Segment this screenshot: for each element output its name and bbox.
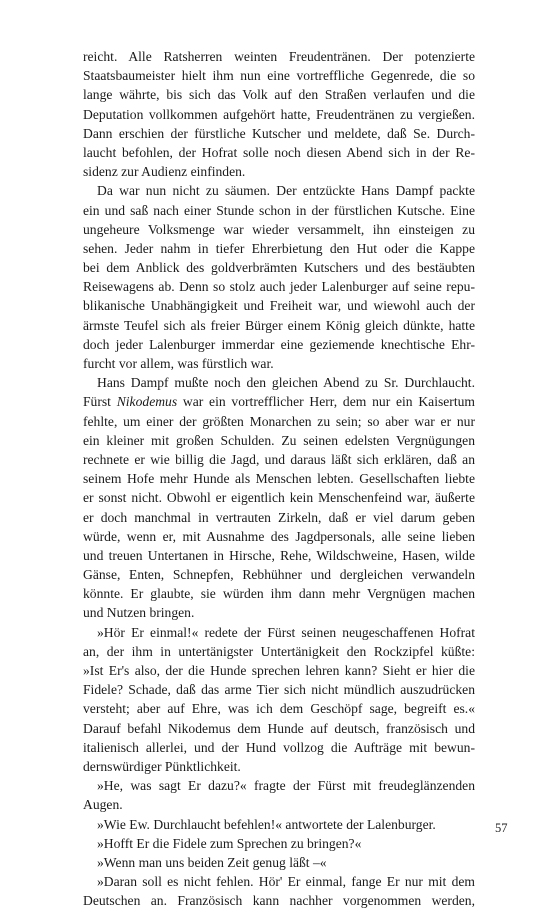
text-line: ungeheure Volksmenge war wieder versammelt, ihn einsteigen zu xyxy=(83,221,475,237)
text-line: bei dem Anblick des goldverbrämten Kutschers und des bestäubten xyxy=(83,260,475,276)
text-line: er sonst nicht. Obwohl er eigentlich kein Menschenfeind war, äußerte xyxy=(83,490,475,506)
text-line: er doch manchmal in vertrauten Zirkeln, daß er viel darum geben xyxy=(83,509,475,525)
text-line: Deputation vollkommen aufgehört hatte, Freudentränen zu vergießen. xyxy=(83,106,475,122)
text-line: »Daran soll es nicht fehlen. Hör' Er einmal, fange Er nur mit dem xyxy=(97,874,475,890)
text-line: Darauf befahl Nikodemus dem Hunde auf deutsch, französisch und xyxy=(83,720,475,736)
text-line: doch jeder Lalenburger immerdar eine geziemende knechtische Ehr- xyxy=(83,336,475,352)
text-line: lange währte, bis sich das Volk auf den Straßen verlaufen und die xyxy=(83,87,475,103)
text-line: könnte. Er glaubte, sie würden ihm dann mehr Vergnügen machen xyxy=(83,586,475,602)
text-line: Staatsbaumeister hielt ihm nun eine vortreffliche Gegenrede, die so xyxy=(83,68,475,84)
text-line: italienisch allerlei, und der Hund vollzog die Aufträge mit bewun- xyxy=(83,739,475,755)
text-line: seinem Hofe mehr Hunde als Menschen lebten. Gesellschaften liebte xyxy=(83,471,475,487)
page-number: 57 xyxy=(495,821,508,835)
text-line: Gänse, Enten, Schnepfen, Rebhühner und dergleichen verwandeln xyxy=(83,567,475,583)
text-line: reicht. Alle Ratsherren weinten Freudentränen. Der potenzierte xyxy=(83,49,475,64)
text-line: »Hör Er einmal!« redete der Fürst seinen neugeschaffenen Hofrat xyxy=(97,624,475,640)
text-line: sidenz zur Audienz einfinden. xyxy=(83,164,246,180)
text-line: ärmste Teufel sich als freier Bürger einem König gleich dünkte, hatte xyxy=(83,317,475,333)
text-line: blikanische Unabhängigkeit und Freiheit war, und wiewohl auch der xyxy=(83,298,475,314)
text-line: laucht befohlen, der Hofrat solle noch diesen Abend sich in der Re- xyxy=(83,144,475,160)
text-line: Fürst Nikodemus war ein vortrefflicher Herr, dem nur ein Kaisertum xyxy=(83,394,475,410)
italic-name: Nikodemus xyxy=(116,394,178,410)
text-line: dernswürdiger Pünktlichkeit. xyxy=(83,758,241,774)
text-line: würde, wenn er, mit Ausnahme des Jagdpersonals, alle seine lieben xyxy=(83,528,475,544)
text-line: Fidele? Schade, daß das arme Tier sich nicht mündlich auszudrücken xyxy=(83,682,475,698)
text-line: »Hofft Er die Fidele zum Sprechen zu bringen?« xyxy=(97,835,362,851)
text-line: und treuen Untertanen in Hirsche, Rehe, Wildschweine, Hasen, wilde xyxy=(83,547,475,563)
text-line: und Nutzen bringen. xyxy=(83,605,195,621)
text-line: Da war nun nicht zu säumen. Der entzückte Hans Dampf packte xyxy=(97,183,475,199)
text-line: furcht vor allem, was fürstlich war. xyxy=(83,356,274,371)
text-line: Dann erschien der fürstliche Kutscher und meldete, daß Se. Durch- xyxy=(83,125,475,141)
text-line: rechnete er wie billig die Jagd, und daraus läßt sich erklären, daß an xyxy=(83,451,475,467)
text-line: Hans Dampf mußte noch den gleichen Abend zu Sr. Durchlaucht. xyxy=(97,375,475,391)
text-line: »He, was sagt Er dazu?« fragte der Fürst mit freudeglänzenden xyxy=(97,778,475,794)
text-line: »Wenn man uns beiden Zeit genug läßt –« xyxy=(97,854,327,870)
text-line: ein und saß nach einer Stunde schon in der fürstlichen Kutsche. Eine xyxy=(83,202,475,218)
text-line: versteht; aber auf Ehre, was ich dem Geschöpf sage, begreift es.« xyxy=(83,701,475,717)
text-line: Augen. xyxy=(83,797,123,813)
text-line: Reisewagens ab. Denn so stolz auch jeder Lalenburger auf seine repu- xyxy=(83,279,475,295)
text-line: ein kleiner mit großen Schulden. Zu seinen edelsten Vergnügungen xyxy=(83,432,475,448)
text-line: Deutschen an. Französisch kann nachher vorgenommen werden, xyxy=(83,893,475,909)
book-page-text xyxy=(83,47,475,910)
text-line: »Ist Er's also, der die Hunde sprechen lehren kann? Sieht er hier die xyxy=(83,663,475,678)
text-line: an, der ihm in untertänigster Untertänigkeit den Rockzipfel küßte: xyxy=(83,643,475,659)
text-line: fehlte, um einer der größten Monarchen zu sein; so aber war er nur xyxy=(83,413,475,429)
text-line: »Wie Ew. Durchlaucht befehlen!« antwortete der Lalenburger. xyxy=(97,816,436,832)
text-line: sehen. Jeder nahm in tiefer Ehrerbietung den Hut oder die Kappe xyxy=(83,240,475,256)
